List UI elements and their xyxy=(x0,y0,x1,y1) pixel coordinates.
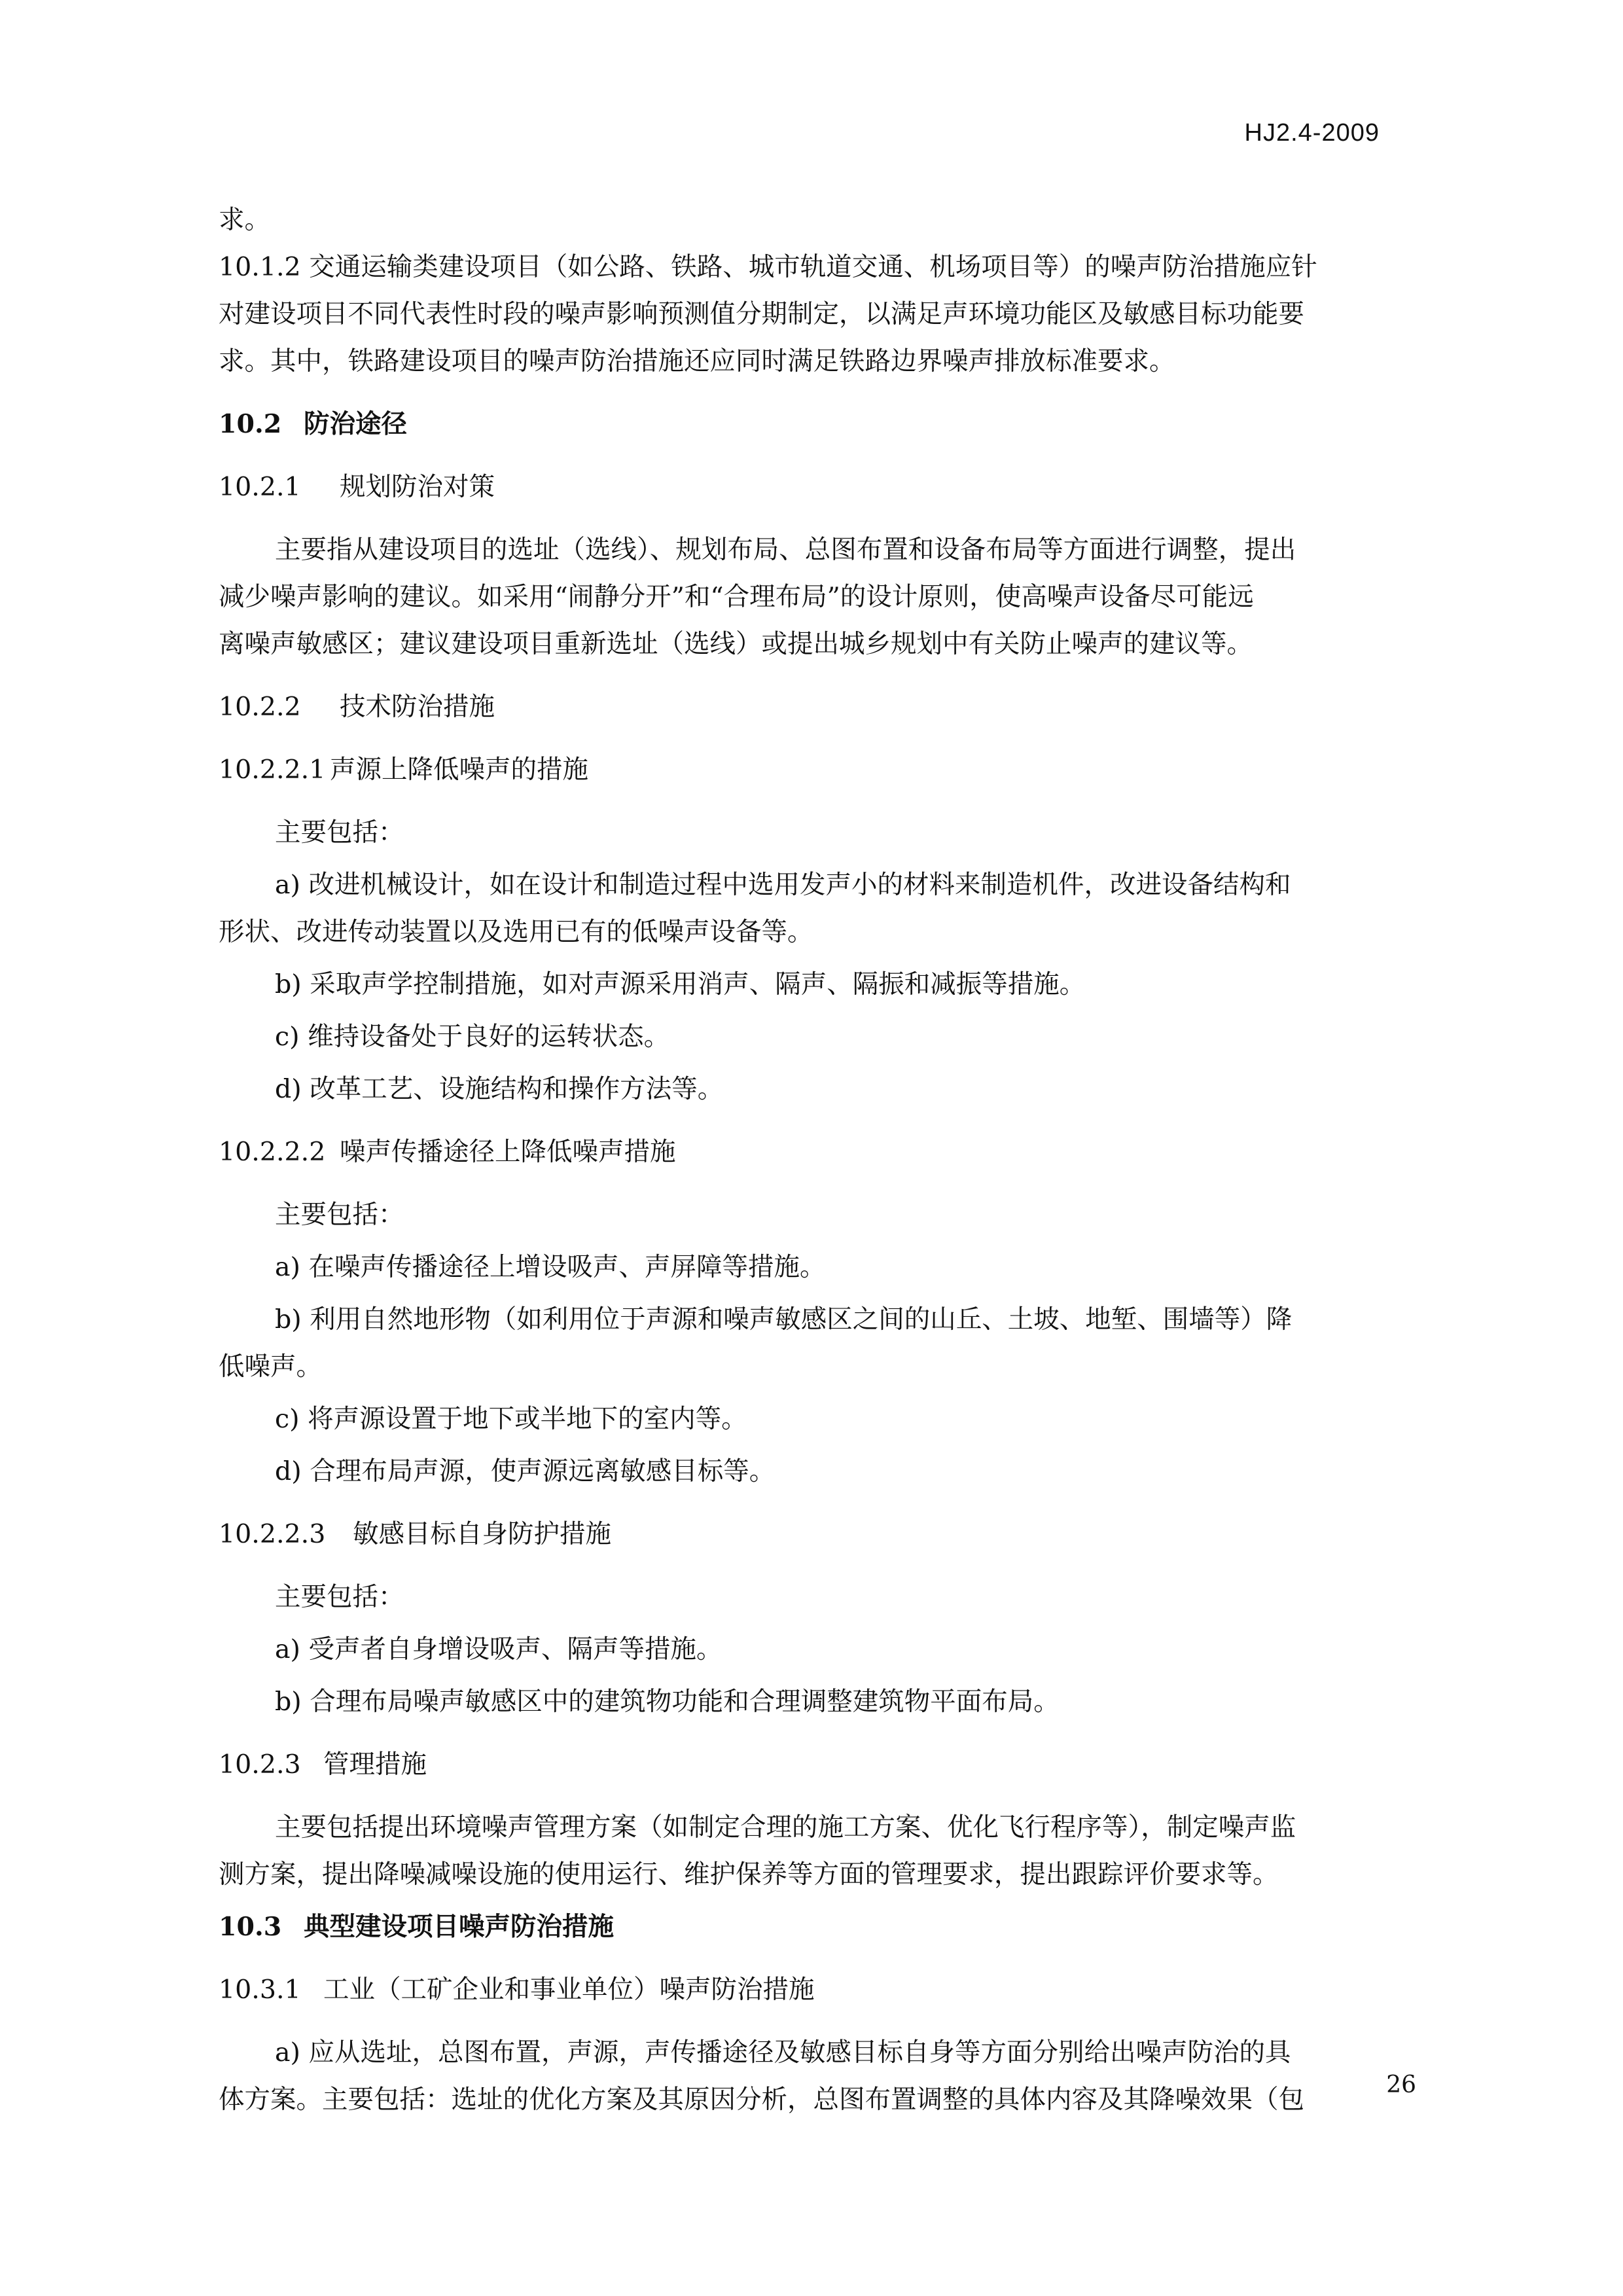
section-number: 10.2.2.3 xyxy=(219,1519,326,1549)
list-item: c) 将声源设置于地下或半地下的室内等。 xyxy=(275,1404,747,1434)
section-heading-10-2 xyxy=(219,401,1404,448)
section-title: 防治途径 xyxy=(304,409,407,439)
section-heading-10-3 xyxy=(219,1903,1404,1950)
paragraph-line: 主要包括提出环境噪声管理方案（如制定合理的施工方案、优化飞行程序等），制定噪声监 xyxy=(275,1812,1296,1842)
clause-10-1-2-line: 对建设项目不同代表性时段的噪声影响预测值分期制定，以满足声环境功能区及敏感目标功能要 xyxy=(219,299,1304,329)
section-title: 规划防治对策 xyxy=(340,472,495,502)
section-heading-10-2-3 xyxy=(219,1741,1404,1788)
list-intro: 主要包括： xyxy=(275,1582,404,1612)
section-number: 10.2.2.1 xyxy=(219,755,326,785)
clause-10-1-2-line: 10.1.2 交通运输类建设项目（如公路、铁路、城市轨道交通、机场项目等）的噪声防治措施应针 xyxy=(219,252,1317,282)
clause-10-1-2-line: 求。其中，铁路建设项目的噪声防治措施还应同时满足铁路边界噪声排放标准要求。 xyxy=(219,346,1175,376)
section-number: 10.2 xyxy=(219,409,282,439)
section-title: 技术防治措施 xyxy=(340,692,495,722)
list-item: c) 维持设备处于良好的运转状态。 xyxy=(275,1022,670,1052)
list-item: d) 合理布局声源，使声源远离敏感目标等。 xyxy=(275,1456,776,1486)
section-number: 10.3 xyxy=(219,1912,282,1942)
section-title: 典型建设项目噪声防治措施 xyxy=(304,1912,614,1942)
paragraph-line: 离噪声敏感区；建议建设项目重新选址（选线）或提出城乡规划中有关防止噪声的建议等。 xyxy=(219,629,1253,659)
section-title: 敏感目标自身防护措施 xyxy=(353,1519,611,1549)
list-item: a) 改进机械设计，如在设计和制造过程中选用发声小的材料来制造机件，改进设备结构和 xyxy=(275,870,1291,900)
list-item-continued: 形状、改进传动装置以及选用已有的低噪声设备等。 xyxy=(219,917,813,947)
section-number: 10.2.1 xyxy=(219,472,301,502)
section-number: 10.3.1 xyxy=(219,1975,301,2005)
section-title: 声源上降低噪声的措施 xyxy=(330,755,588,785)
section-heading-10-2-1 xyxy=(219,463,1404,511)
list-item-continued: 低噪声。 xyxy=(219,1352,322,1382)
section-title: 管理措施 xyxy=(323,1749,427,1780)
section-title: 工业（工矿企业和事业单位）噪声防治措施 xyxy=(323,1975,815,2005)
list-intro: 主要包括： xyxy=(275,1200,404,1230)
section-heading-10-2-2-2 xyxy=(219,1128,1404,1175)
section-number: 10.2.2.2 xyxy=(219,1137,326,1167)
standard-code-header: HJ2.4-2009 xyxy=(1244,119,1380,147)
continued-text: 求。 xyxy=(219,205,270,235)
list-item-continued: 体方案。主要包括：选址的优化方案及其原因分析，总图布置调整的具体内容及其降噪效果（包 xyxy=(219,2085,1304,2115)
list-intro: 主要包括： xyxy=(275,817,404,848)
list-item: b) 利用自然地形物（如利用位于声源和噪声敏感区之间的山丘、土坡、地堑、围墙等）降 xyxy=(275,1304,1293,1335)
section-heading-10-2-2-1 xyxy=(219,746,1404,793)
list-item: b) 合理布局噪声敏感区中的建筑物功能和合理调整建筑物平面布局。 xyxy=(275,1687,1060,1717)
page-number: 26 xyxy=(1386,2072,1416,2098)
paragraph-line: 主要指从建设项目的选址（选线）、规划布局、总图布置和设备布局等方面进行调整，提出 xyxy=(275,535,1296,565)
list-item: a) 受声者自身增设吸声、隔声等措施。 xyxy=(275,1634,722,1664)
document-body xyxy=(219,196,1404,2123)
section-title: 噪声传播途径上降低噪声措施 xyxy=(340,1137,676,1167)
section-heading-10-2-2-3 xyxy=(219,1511,1404,1558)
paragraph-line: 减少噪声影响的建议。如采用“闹静分开”和“合理布局”的设计原则，使高噪声设备尽可能远 xyxy=(219,582,1254,612)
section-number: 10.2.3 xyxy=(219,1749,301,1780)
list-item: b) 采取声学控制措施，如对声源采用消声、隔声、隔振和减振等措施。 xyxy=(275,969,1086,999)
paragraph-line: 测方案，提出降噪减噪设施的使用运行、维护保养等方面的管理要求，提出跟踪评价要求等。 xyxy=(219,1859,1279,1890)
section-heading-10-2-2 xyxy=(219,683,1404,730)
list-item: d) 改革工艺、设施结构和操作方法等。 xyxy=(275,1074,724,1104)
list-item: a) 应从选址，总图布置，声源，声传播途径及敏感目标自身等方面分别给出噪声防治的具 xyxy=(275,2037,1291,2068)
section-heading-10-3-1 xyxy=(219,1966,1404,2013)
list-item: a) 在噪声传播途径上增设吸声、声屏障等措施。 xyxy=(275,1252,826,1282)
section-number: 10.2.2 xyxy=(219,692,301,722)
